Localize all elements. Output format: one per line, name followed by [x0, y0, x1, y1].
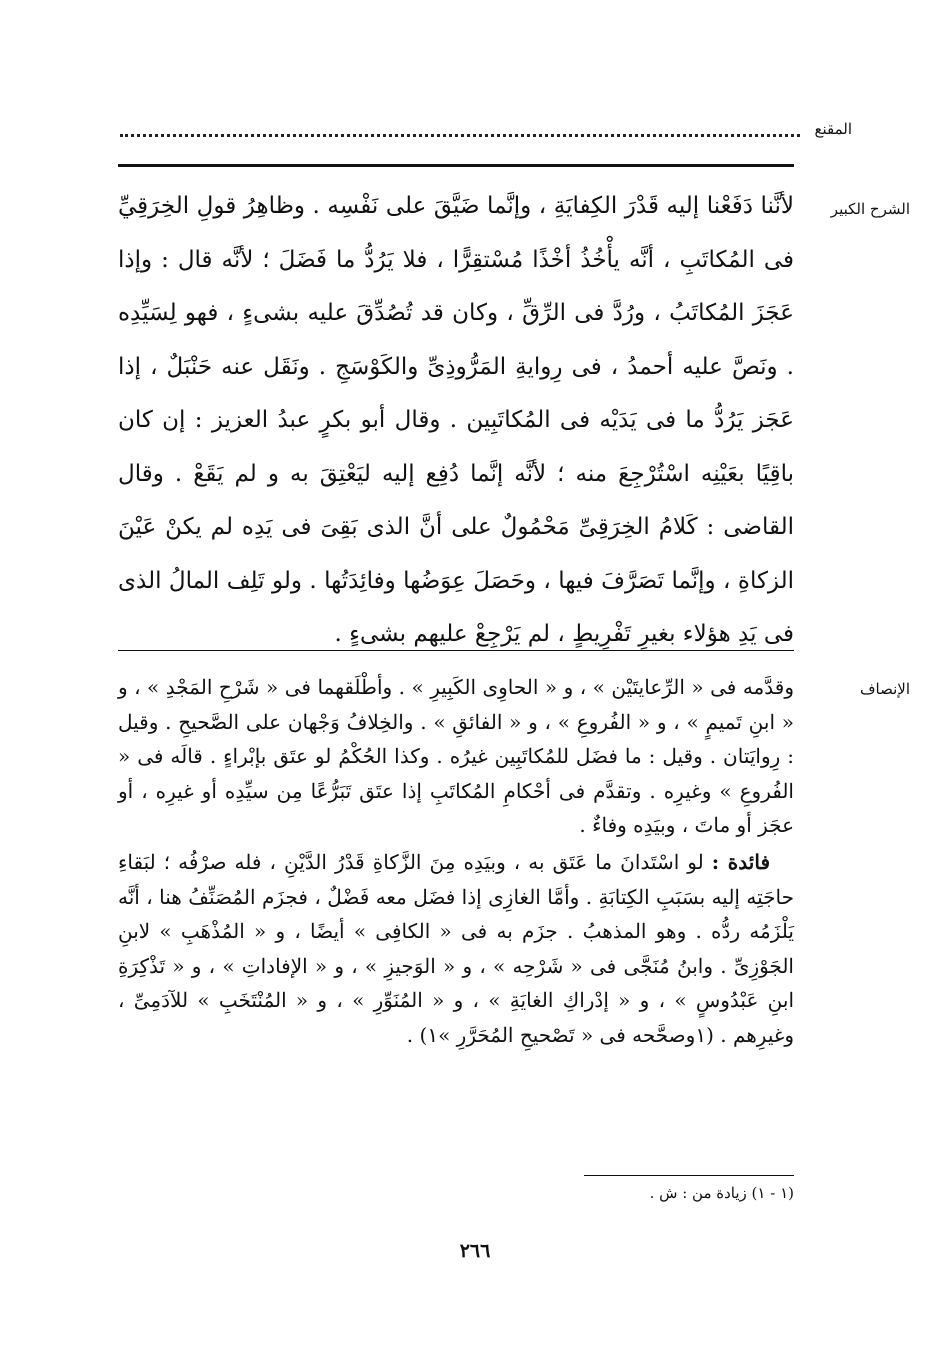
insaf-paragraph-2: [118, 845, 794, 1053]
running-head-dotted-leader: [120, 134, 800, 137]
insaf-margin-label: الإنصاف: [859, 680, 910, 698]
sharh-section: [118, 180, 794, 662]
running-head-title: المقنع: [814, 120, 852, 138]
insaf-section: [118, 670, 794, 1053]
section-divider: [118, 650, 794, 651]
insaf-paragraph-1: وقدَّمه فى « الرِّعايتَيْن » ، و « الحاوِى الكَبِيرِ » . وأطْلَقهما فى « شَرْحِ المَجْدِ » ، و « ابنِ تَميمٍ » ، و « الفُروعِ » ، و « الفائقِ » . والخِلافُ وَجْهان على الصَّحيحِ . وقيل : رِوايَتان . وقيل : ما فضَل للمُكاتَبِين غيرُه . وكذا الحُكْمُ لو عتَق بإبْراءٍ . قالَه فى « الفُروعِ » وغيرِه . وتقدَّم فى أحْكامِ المُكاتَبِ إذا عتَق تَبَرُّعًا مِن سيِّدِه أو غيرِه ، أو عجَز أو ماتَ ، وبيَدِه وفاءٌ .: [118, 675, 794, 838]
fa2ida-label: فائدة :: [711, 849, 771, 874]
running-head: [112, 120, 852, 148]
sharh-paragraph: لأنَّنا دَفَعْنا إليه قَدْرَ الكِفايَةِ ، وإنَّما ضَيَّقَ على نَفْسِه . وظاهِرُ قولِ الخِرَقِيِّ فى المُكاتَبِ ، أنَّه يأْخُذُ أخْذًا مُسْتقِرًّا ، فلا يَرُدُّ ما فَضَلَ ؛ لأنَّه قال : وإذا عَجَزَ المُكاتَبُ ، ورُدَّ فى الرِّقِّ ، وكان قد تُصُدِّقَ عليه بشىءٍ ، فهو لِسَيِّدِه . ونَصَّ عليه أحمدُ ، فى رِوايةِ المَرُّوذِىِّ والكَوْسَجِ . ونَقَل عنه حَنْبَلٌ ، إذا عَجَز يَرُدُّ ما فى يَدَيْه فى المُكاتَبِين . وقال أبو بكرٍ عبدُ العزيز : إن كان باقِيًا بعَيْنِه اسْتُرْجِعَ منه ؛ لأنَّه إنَّما دُفِع إليه ليَعْتِقَ به و لم يَقَعْ . وقال القاضى : كَلامُ الخِرَقِىِّ مَحْمُولٌ على أنَّ الذى بَقِىَ فى يَدِه لم يكنْ عَيْنَ الزكاةِ ، وإنَّما تَصَرَّفَ فيها ، وحَصَلَ عِوَضُها وفائِدَتُها . ولو تَلِف المالُ الذى فى يَدِ هؤلاء بغيرِ تَفْرِيطٍ ، لم يَرْجِعْ عليهم بشىءٍ .: [118, 193, 794, 647]
footnote-rule: [584, 1175, 794, 1176]
header-rule: [118, 164, 794, 167]
sharh-margin-label: الشرح الكبير: [830, 200, 910, 218]
footnote: (١ - ١) زيادة من : ش .: [649, 1184, 794, 1202]
insaf-paragraph-2-text: لو اسْتَدانَ ما عَتَق به ، وبيَدِه مِنَ الزَّكاةِ قَدْرُ الدَّيْنِ ، فله صرْفُه ؛ لبَقاءِ حاجَتِه إليه بسَبَبِ الكِتابَةِ . وأمَّا الغازِى إذا فضَل معه فَضْلٌ ، فجزَم المُصَنِّفُ هنا ، أنَّه يَلْزَمُه ردُّه . وهو المذهبُ . جزَم به فى « الكافِى » أيضًا ، و « المُذْهَبِ » لابنِ الجَوْزِىِّ . وابنُ مُنَجَّى فى « شَرْحِه » ، و « الوَجيزِ » ، و « الإفاداتِ » ، و « تَذْكِرَةِ ابنِ عَبْدُوسٍ » ، و « إدْراكِ الغايَةِ » ، و « المُنَوِّرِ » ، و « المُنْتَخَبِ » للآدَمِىِّ ، وغيرِهم . (١وصحَّحه فى « تَصْحيحِ المُحَرَّرِ »١) .: [118, 849, 794, 1047]
page-number: ٢٦٦: [459, 1240, 491, 1262]
